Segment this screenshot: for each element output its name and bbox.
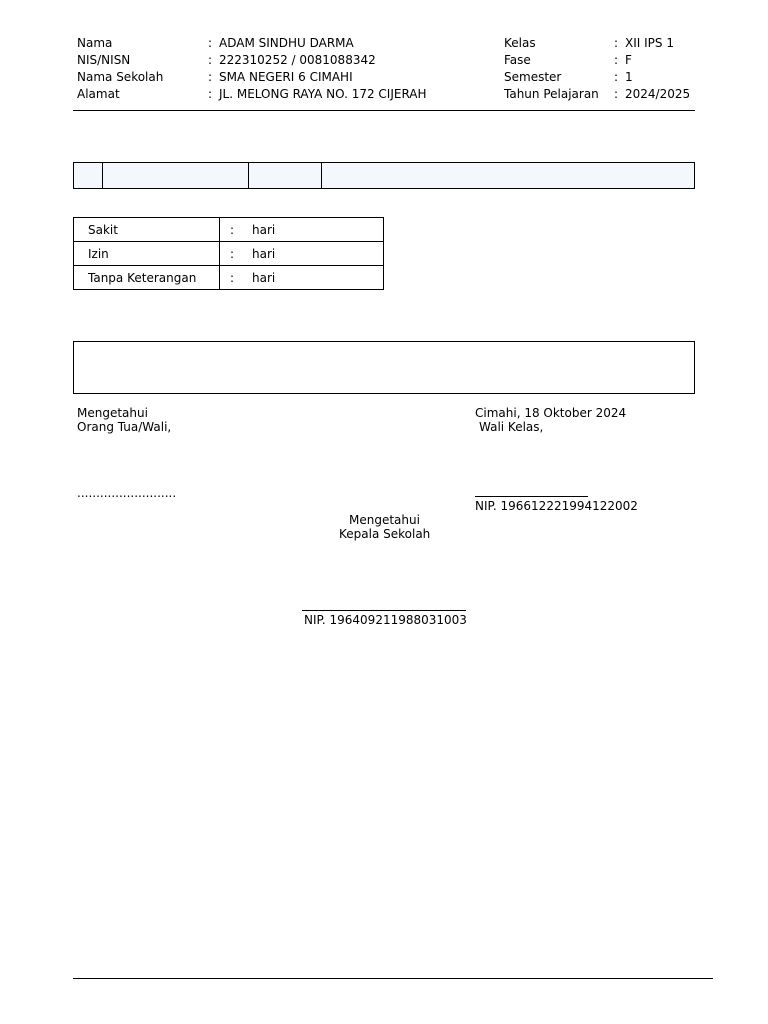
grades-header-cell-subject — [103, 163, 249, 188]
wali-role: Wali Kelas, — [479, 420, 544, 434]
wali-signature-line — [475, 496, 588, 497]
attendance-label: Tanpa Keterangan — [74, 266, 220, 290]
tahun-colon: : — [614, 87, 619, 101]
fase-value: F — [625, 53, 632, 67]
grades-header-cell-description — [322, 163, 694, 188]
attendance-value — [220, 242, 384, 266]
nama-value: ADAM SINDHU DARMA — [219, 36, 354, 50]
semester-colon: : — [614, 70, 619, 84]
attendance-row — [74, 266, 384, 290]
kepsek-mengetahui: Mengetahui — [349, 513, 420, 527]
alamat-label: Alamat — [77, 87, 120, 101]
alamat-value: JL. MELONG RAYA NO. 172 CIJERAH — [219, 87, 427, 101]
parent-role: Orang Tua/Wali, — [77, 420, 172, 434]
sekolah-colon: : — [208, 70, 213, 84]
attendance-colon: : — [230, 246, 235, 261]
attendance-value — [220, 218, 384, 242]
nama-label: Nama — [77, 36, 113, 50]
attendance-unit: hari — [252, 222, 276, 237]
attendance-colon: : — [230, 270, 235, 285]
parent-mengetahui: Mengetahui — [77, 406, 148, 420]
kelas-colon: : — [614, 36, 619, 50]
semester-value: 1 — [625, 70, 633, 84]
attendance-unit: hari — [252, 270, 276, 285]
grades-table-header — [73, 162, 695, 189]
attendance-label: Izin — [74, 242, 220, 266]
sekolah-label: Nama Sekolah — [77, 70, 164, 84]
header-divider — [73, 110, 695, 111]
tahun-value: 2024/2025 — [625, 87, 691, 101]
fase-label: Fase — [504, 53, 531, 67]
kepsek-nip: NIP. 196409211988031003 — [304, 613, 467, 627]
attendance-colon: : — [230, 222, 235, 237]
nis-colon: : — [208, 53, 213, 67]
attendance-table — [73, 217, 384, 290]
nama-colon: : — [208, 36, 213, 50]
grades-header-cell-score — [249, 163, 322, 188]
sekolah-value: SMA NEGERI 6 CIMAHI — [219, 70, 353, 84]
attendance-row — [74, 242, 384, 266]
attendance-row — [74, 218, 384, 242]
nis-value: 222310252 / 0081088342 — [219, 53, 376, 67]
parent-signature-dots: .......................... — [77, 486, 177, 500]
wali-nip: NIP. 196612221994122002 — [475, 499, 638, 513]
notes-box — [73, 341, 695, 394]
nis-label: NIS/NISN — [77, 53, 131, 67]
kepsek-signature-line — [302, 610, 466, 611]
kelas-label: Kelas — [504, 36, 536, 50]
fase-colon: : — [614, 53, 619, 67]
kepsek-role: Kepala Sekolah — [339, 527, 431, 541]
kelas-value: XII IPS 1 — [625, 36, 674, 50]
place-date: Cimahi, 18 Oktober 2024 — [475, 406, 627, 420]
attendance-value — [220, 266, 384, 290]
grades-header-cell-no — [74, 163, 103, 188]
semester-label: Semester — [504, 70, 562, 84]
attendance-unit: hari — [252, 246, 276, 261]
attendance-label: Sakit — [74, 218, 220, 242]
alamat-colon: : — [208, 87, 213, 101]
tahun-label: Tahun Pelajaran — [504, 87, 599, 101]
footer-divider — [73, 978, 713, 979]
